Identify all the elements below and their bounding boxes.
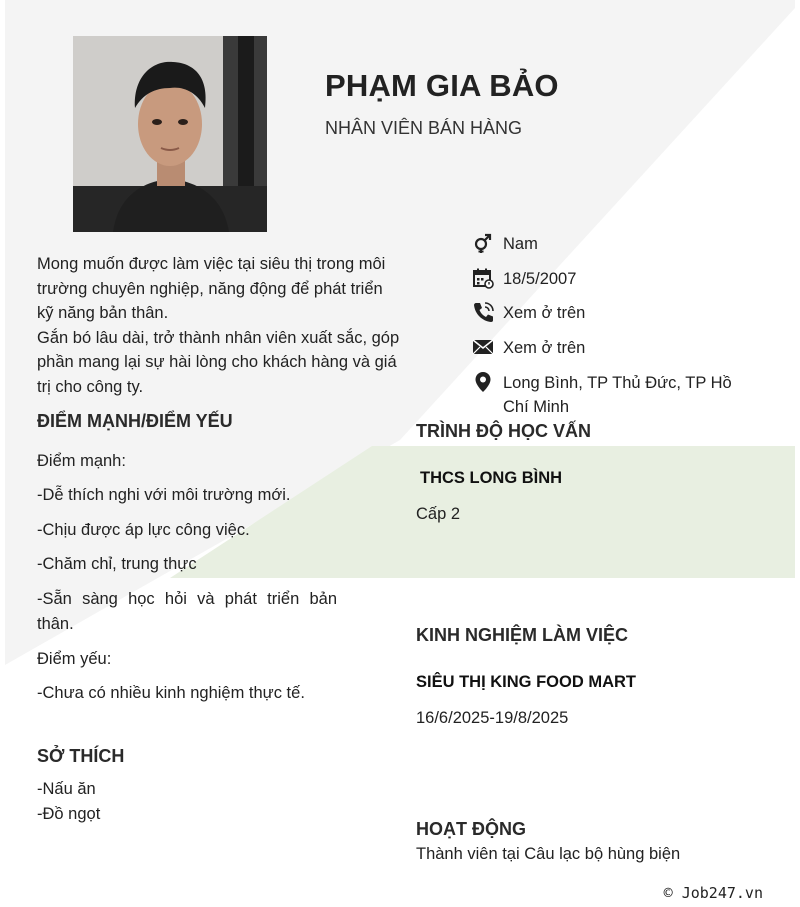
company-name: SIÊU THỊ KING FOOD MART — [416, 673, 636, 691]
activities-heading: HOẠT ĐỘNG — [416, 819, 526, 839]
activity-item: Thành viên tại Câu lạc bộ hùng biện — [416, 845, 681, 863]
contact-phone — [472, 301, 772, 325]
objective-line: trị cho công ty. — [37, 377, 144, 396]
profile-photo — [73, 36, 267, 232]
hobbies-heading: SỞ THÍCH — [37, 746, 125, 766]
candidate-name: PHẠM GIA BẢO — [325, 68, 559, 103]
weakness-item: -Chưa có nhiều kinh nghiệm thực tế. — [37, 684, 305, 702]
weaknesses-label: Điểm yếu: — [37, 650, 112, 668]
strengths-heading: ĐIỂM MẠNH/ĐIỂM YẾU — [37, 411, 233, 431]
objective-line: kỹ năng bản thân. — [37, 304, 169, 322]
gender-icon — [472, 232, 494, 254]
profile-photo-image — [73, 36, 267, 232]
education-level: Cấp 2 — [416, 505, 461, 523]
email-value: Xem ở trên — [503, 339, 586, 357]
strength-item-continued: thân. — [37, 615, 74, 633]
address-line-2: Chí Minh — [503, 398, 570, 416]
phone-icon — [472, 301, 494, 323]
hobby-item: -Đồ ngọt — [37, 805, 101, 823]
objective-line: phần mang lại sự hài lòng cho khách hàng và giá — [37, 353, 397, 371]
address-value — [503, 371, 732, 419]
career-objective — [37, 252, 417, 399]
hobby-item: -Nấu ăn — [37, 780, 96, 798]
gender-value: Nam — [503, 235, 538, 253]
location-pin-icon — [472, 371, 494, 393]
contact-address — [472, 371, 772, 419]
mail-icon — [472, 336, 494, 358]
strength-item: -Chịu được áp lực công việc. — [37, 521, 250, 539]
objective-line: Gắn bó lâu dài, trở thành nhân viên xuất sắc, góp — [37, 328, 400, 347]
phone-value: Xem ở trên — [503, 304, 586, 322]
work-period: 16/6/2025-19/8/2025 — [416, 709, 569, 727]
education-heading: TRÌNH ĐỘ HỌC VẤN — [416, 421, 591, 441]
objective-line: trường chuyên nghiệp, năng động để phát triển — [37, 279, 383, 298]
contact-gender — [472, 232, 772, 256]
school-name: THCS LONG BÌNH — [420, 469, 563, 487]
address-line-1: Long Bình, TP Thủ Đức, TP Hồ — [503, 374, 732, 392]
candidate-position: NHÂN VIÊN BÁN HÀNG — [325, 118, 523, 138]
footer-brand: © Job247.vn — [663, 884, 763, 902]
strength-item: -Chăm chỉ, trung thực — [37, 555, 197, 573]
contact-birthday — [472, 267, 772, 291]
calendar-icon — [472, 267, 494, 289]
strengths-label: Điểm mạnh: — [37, 452, 126, 470]
strength-item: -Dễ thích nghi với môi trường mới. — [37, 486, 291, 504]
strength-item: -Sẵn sàng học hỏi và phát triển bản — [37, 590, 337, 608]
birthday-value: 18/5/2007 — [503, 270, 577, 288]
contact-email — [472, 336, 772, 360]
experience-heading: KINH NGHIỆM LÀM VIỆC — [416, 625, 629, 645]
objective-line: Mong muốn được làm việc tại siêu thị trong môi — [37, 255, 386, 273]
